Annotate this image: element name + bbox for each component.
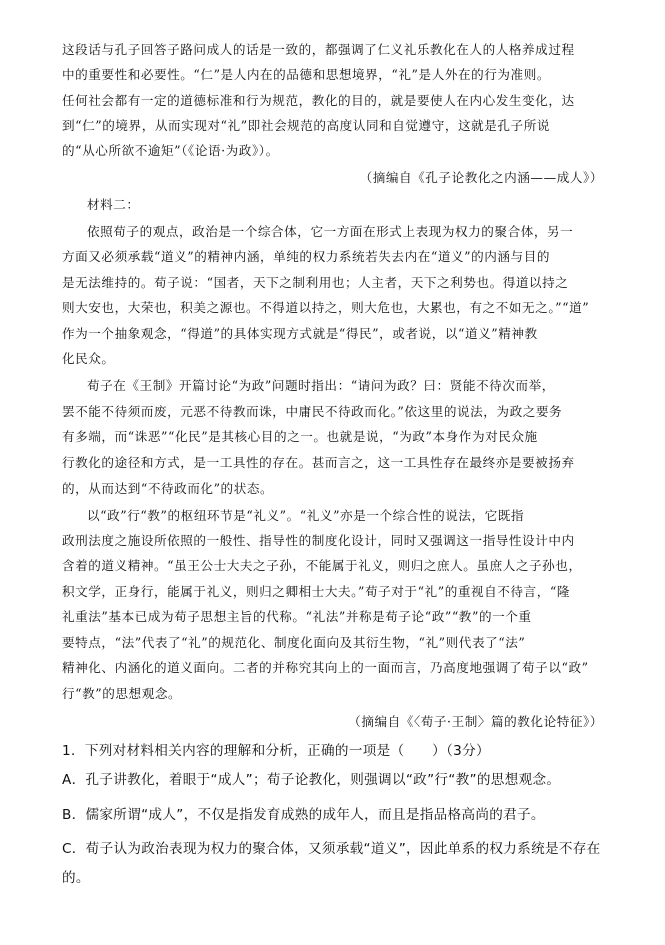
option-c: C．荀子认为政治表现为权力的聚合体，又须承载“道义”，因此单系的权力系统是不存在 bbox=[62, 841, 601, 857]
option-a: A．孔子讲教化，着眼于“成人”；荀子论教化，则强调以“政”行“教”的思想观念。 bbox=[62, 772, 561, 788]
text-line: 积文学，正身行，能属于礼义，则归之卿相士大夫。”荀子对于“礼”的重视自不待言，“隆 bbox=[62, 584, 570, 599]
text-line: 则大安也，大荣也，积美之源也。不得道以持之，则大危也，大累也，有之不如无之。”“道” bbox=[62, 300, 590, 315]
text-line: 依照荀子的观点，政治是一个综合体，它一方面在形式上表现为权力的聚合体，另一 bbox=[87, 224, 574, 239]
text-line: 以“政”行“教”的枢纽环节是“礼义”。“礼义”亦是一个综合性的说法，它既指 bbox=[87, 508, 525, 523]
text-line: 作为一个抽象观念，“得道”的具体实现方式就是“得民”，或者说，以“道义”精神教 bbox=[62, 326, 538, 341]
text-line: 的“从心所欲不逾矩”（《论语·为政》）。 bbox=[62, 143, 279, 158]
text-line: 中的重要性和必要性。“仁”是人内在的品德和思想境界，“礼”是人外在的行为准则。 bbox=[62, 67, 550, 82]
text-line: 方面又必须承载“道义”的精神内涵，单纯的权力系统若失去内在“道义”的内涵与目的 bbox=[62, 249, 550, 264]
text-line: 这段话与孔子回答子路问成人的话是一致的，都强调了仁义礼乐教化在人的人格养成过程 bbox=[62, 42, 575, 57]
text-line: 精神化、内涵化的道义面向。二者的并称究其向上的一面而言，乃高度地强调了荀子以“政” bbox=[62, 660, 589, 675]
option-c-continued: 的。 bbox=[62, 870, 90, 886]
text-line: 化民众。 bbox=[62, 351, 115, 366]
source-citation: （摘编自《〈荀子·王制〉篇的教化论特征》） bbox=[348, 714, 603, 729]
option-b: B．儒家所谓“成人”，不仅是指发育成熟的成年人，而且是指品格高尚的君子。 bbox=[62, 807, 545, 823]
text-line: 政刑法度之施设所依照的一般性、指导性的制度化设计，同时又强调这一指导性设计中内 bbox=[62, 533, 575, 548]
section-heading: 材料二： bbox=[87, 197, 140, 212]
text-line: 含着的道义精神。“虽王公士大夫之子孙，不能属于礼义，则归之庶人。虽庶人之子孙也， bbox=[62, 558, 582, 573]
text-line: 到“仁”的境界，从而实现对“礼”即社会规范的高度认同和自觉遵守，这就是孔子所说 bbox=[62, 118, 550, 133]
text-line: 有多端，而“诛恶”“化民”是其核心目的之一。也就是说，“为政”本身作为对民众施 bbox=[62, 429, 538, 444]
text-line: 罢不能不待须而废，元恶不待教而诛，中庸民不待政而化。”依这里的说法，为政之要务 bbox=[62, 404, 563, 419]
text-line: 的，从而达到“不待政而化”的状态。 bbox=[62, 481, 274, 496]
text-line: 荀子在《王制》开篇讨论“为政”问题时指出：“请问为政？曰：贤能不待次而举， bbox=[87, 378, 555, 393]
question-stem: 1．下列对材料相关内容的理解和分析，正确的一项是（ ）（3分） bbox=[62, 743, 490, 759]
text-line: 礼重法”基本已成为荀子思想主旨的代称。“礼法”并称是荀子论“政”“教”的一个重 bbox=[62, 609, 532, 624]
text-line: 任何社会都有一定的道德标准和行为规范，教化的目的，就是要使人在内心发生变化，达 bbox=[62, 93, 575, 108]
text-line: 行“教”的思想观念。 bbox=[62, 686, 182, 701]
text-line: 要特点，“法”代表了“礼”的规范化、制度化面向及其衍生物，“礼”则代表了“法” bbox=[62, 635, 526, 650]
source-citation: （摘编自《孔子论教化之内涵——成人》） bbox=[359, 170, 603, 185]
text-line: 是无法维持的。荀子说：“国者，天下之制利用也；人主者，天下之利势也。得道以持之 bbox=[62, 275, 569, 290]
text-line: 行教化的途径和方式，是一工具性的存在。甚而言之，这一工具性存在最终亦是要被扬弃 bbox=[62, 455, 575, 470]
